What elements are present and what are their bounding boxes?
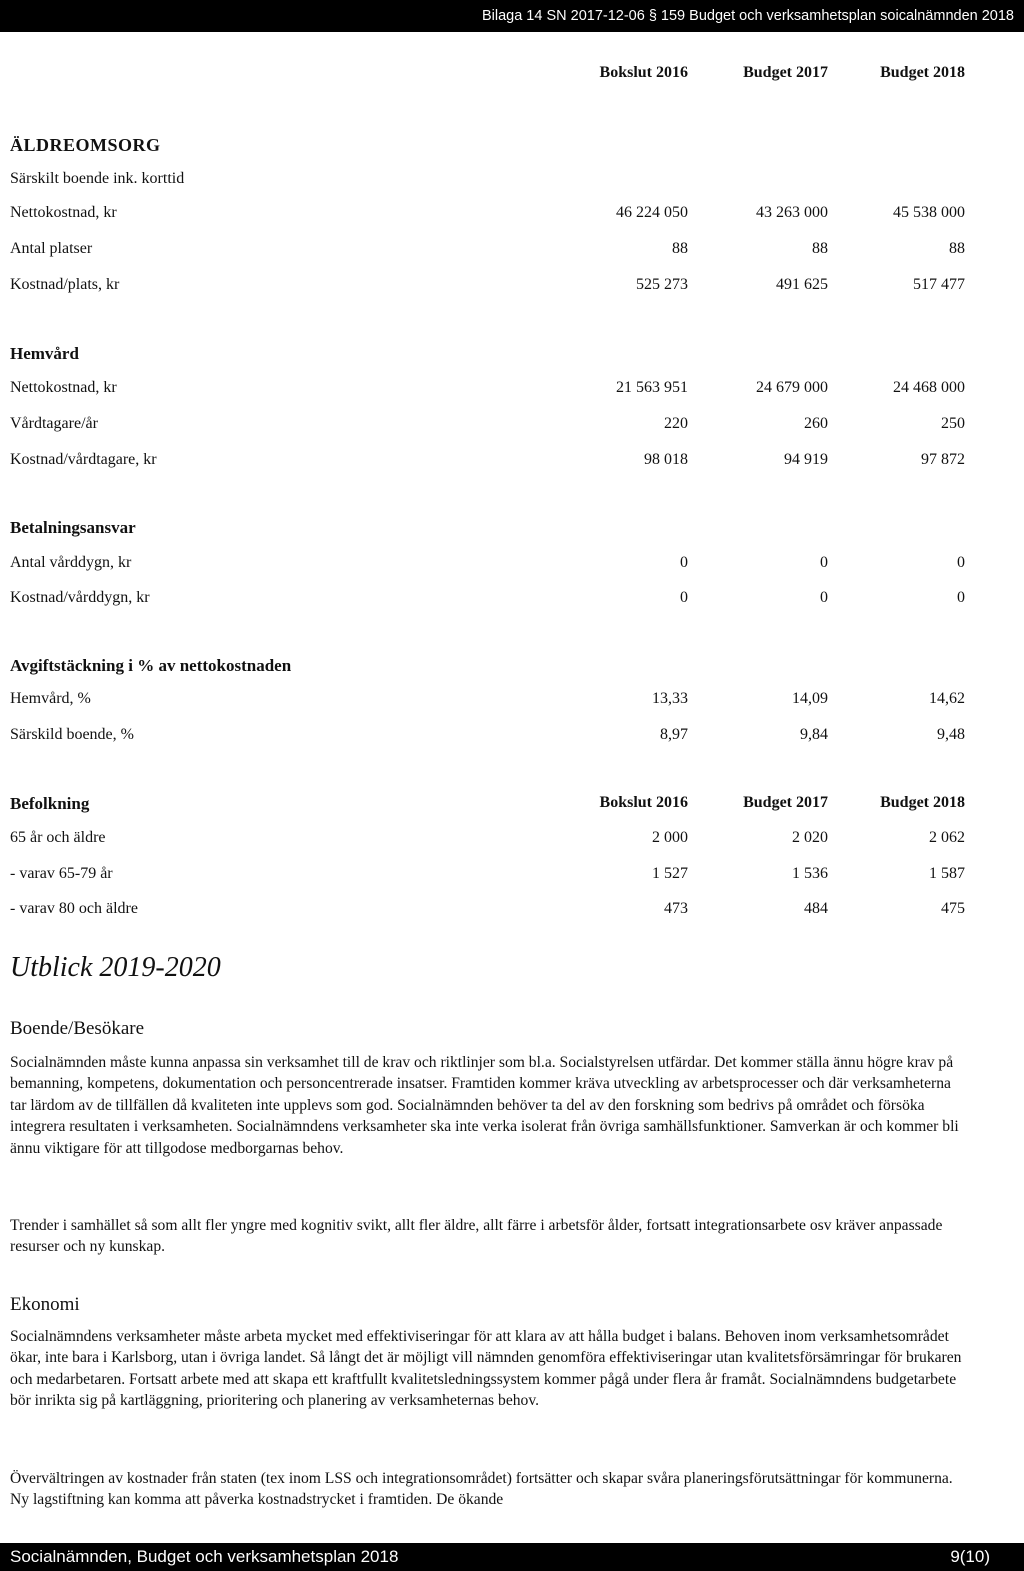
ekonomi-paragraph-1: Socialnämndens verksamheter måste arbeta mycket med effektiviseringar för att klara av att hålla budget i balans. Behoven inom verksamhetsområdet ökar, inte bara i Karlsborg, utan i övriga landet. Så långt det är möjligt vill nämnden genomföra effektiviseringar utan kvalitetsförsämringar för brukaren och medarbetaren. Fortsatt arbete med att skapa ett kraftfullt kvalitetsledningssystem kommer pågå under flera år framåt. Socialnämndens budgetarbete bör inrikta sig på kartläggning, prioritering och planering av verksamheternas behov. (10, 1327, 962, 1410)
table-cell: 0 (957, 589, 965, 606)
table-cell: 0 (680, 554, 688, 571)
row-label: Vårdtagare/år (10, 415, 98, 432)
column-header-bokslut-2016: Bokslut 2016 (599, 64, 688, 81)
table-cell: 0 (680, 589, 688, 606)
table-cell: 491 625 (776, 276, 828, 293)
table-cell: 21 563 951 (616, 379, 688, 396)
row-label: Nettokostnad, kr (10, 204, 117, 221)
section-title-befolkning: Befolkning (10, 794, 90, 813)
boende-paragraph-1: Socialnämnden måste kunna anpassa sin verksamhet till de krav och riktlinjer som bl.a. Socialstyrelsen utfärdar. Det kommer ställa ännu högre krav på bemanning, kompetens, dokumentation och personcentrerade insatser. Framtiden kommer kräva utveckling av arbetsprocesser och där verksamheterna tar lärdom av de tillfällen då kvaliteten inte upplevs som god. Socialnämnden behöver ta del av den forskning som bedrivs på området och försöka integrera resultaten i verksamheten. Socialnämndens verksamheter ska inte verka isolerat från övriga samhällsfunktioner. Samverkan är och kommer bli ännu viktigare för att tillgodose medborgarnas behov. (10, 1053, 959, 1157)
table-cell: 13,33 (652, 690, 688, 707)
row-label: 65 år och äldre (10, 829, 106, 846)
row-label: Nettokostnad, kr (10, 379, 117, 396)
row-label: Kostnad/vårddygn, kr (10, 589, 150, 606)
ekonomi-heading: Ekonomi (10, 1294, 80, 1315)
table-cell: 14,09 (792, 690, 828, 707)
table-cell: 0 (820, 554, 828, 571)
page-number: 9(10) (950, 1547, 990, 1566)
table-cell: 94 919 (784, 451, 828, 468)
row-label: Hemvård, % (10, 690, 91, 707)
document-header-text: Bilaga 14 SN 2017-12-06 § 159 Budget och verksamhetsplan soicalnämnden 2018 (481, 8, 1014, 24)
section-title-betalningsansvar: Betalningsansvar (10, 518, 136, 537)
table-cell: 525 273 (636, 276, 688, 293)
table-cell: 8,97 (660, 726, 688, 743)
document-header-bar (0, 0, 1024, 32)
table-cell: 473 (664, 900, 688, 917)
table-cell: 98 018 (644, 451, 688, 468)
outlook-title: Utblick 2019-2020 (10, 952, 221, 983)
table-cell: 45 538 000 (893, 204, 965, 221)
table-cell: 2 062 (929, 829, 965, 846)
row-label: - varav 65-79 år (10, 865, 113, 882)
table-cell: 1 527 (652, 865, 688, 882)
table-cell: 88 (672, 240, 688, 257)
section-title-hemvard: Hemvård (10, 344, 79, 363)
footer-title: Socialnämnden, Budget och verksamhetsplan 2018 (10, 1547, 399, 1566)
ekonomi-paragraph-2: Övervältringen av kostnader från staten (tex inom LSS och integrationsområdet) fortsätter och skapar svåra planeringsförutsättningar för kommunerna. Ny lagstiftning kan komma att påverka kostnadstrycket i framtiden. De ökande (10, 1469, 953, 1509)
table-cell: 0 (957, 554, 965, 571)
section-subtitle: Särskilt boende ink. korttid (10, 170, 185, 187)
table-cell: 97 872 (921, 451, 965, 468)
table-cell: 88 (812, 240, 828, 257)
column-header-bokslut-2016: Bokslut 2016 (599, 794, 688, 811)
row-label: Antal vårddygn, kr (10, 554, 132, 571)
table-cell: 1 587 (929, 865, 965, 882)
section-title-avgiftstackning: Avgiftstäckning i % av nettokostnaden (10, 656, 292, 675)
document-footer-bar (0, 1543, 1024, 1571)
column-header-budget-2017: Budget 2017 (743, 794, 828, 811)
boende-heading: Boende/Besökare (10, 1018, 145, 1039)
table-cell: 0 (820, 589, 828, 606)
table-cell: 260 (804, 415, 828, 432)
table-cell: 220 (664, 415, 688, 432)
column-header-budget-2017: Budget 2017 (743, 64, 828, 81)
table-cell: 46 224 050 (616, 204, 688, 221)
row-label: Särskild boende, % (10, 726, 134, 743)
table-cell: 2 020 (792, 829, 828, 846)
row-label: - varav 80 och äldre (10, 900, 138, 917)
table-cell: 43 263 000 (756, 204, 828, 221)
table-cell: 9,84 (800, 726, 828, 743)
section-title-aldreomsorg: ÄLDREOMSORG (10, 135, 161, 155)
row-label: Kostnad/vårdtagare, kr (10, 451, 157, 468)
row-label: Antal platser (10, 240, 93, 257)
table-cell: 14,62 (929, 690, 965, 707)
boende-paragraph-2: Trender i samhället så som allt fler yngre med kognitiv svikt, allt fler äldre, allt färre i arbetsför ålder, fortsatt integrationsarbete osv kräver anpassade resurser och ny kunskap. (10, 1216, 943, 1256)
column-header-budget-2018: Budget 2018 (880, 794, 965, 811)
table-cell: 250 (941, 415, 965, 432)
table-cell: 1 536 (792, 865, 828, 882)
table-cell: 517 477 (913, 276, 965, 293)
table-cell: 88 (949, 240, 965, 257)
table-cell: 484 (804, 900, 828, 917)
row-label: Kostnad/plats, kr (10, 276, 120, 293)
table-cell: 24 468 000 (893, 379, 965, 396)
table-cell: 9,48 (937, 726, 965, 743)
table-cell: 475 (941, 900, 965, 917)
column-header-budget-2018: Budget 2018 (880, 64, 965, 81)
table-cell: 2 000 (652, 829, 688, 846)
table-cell: 24 679 000 (756, 379, 828, 396)
